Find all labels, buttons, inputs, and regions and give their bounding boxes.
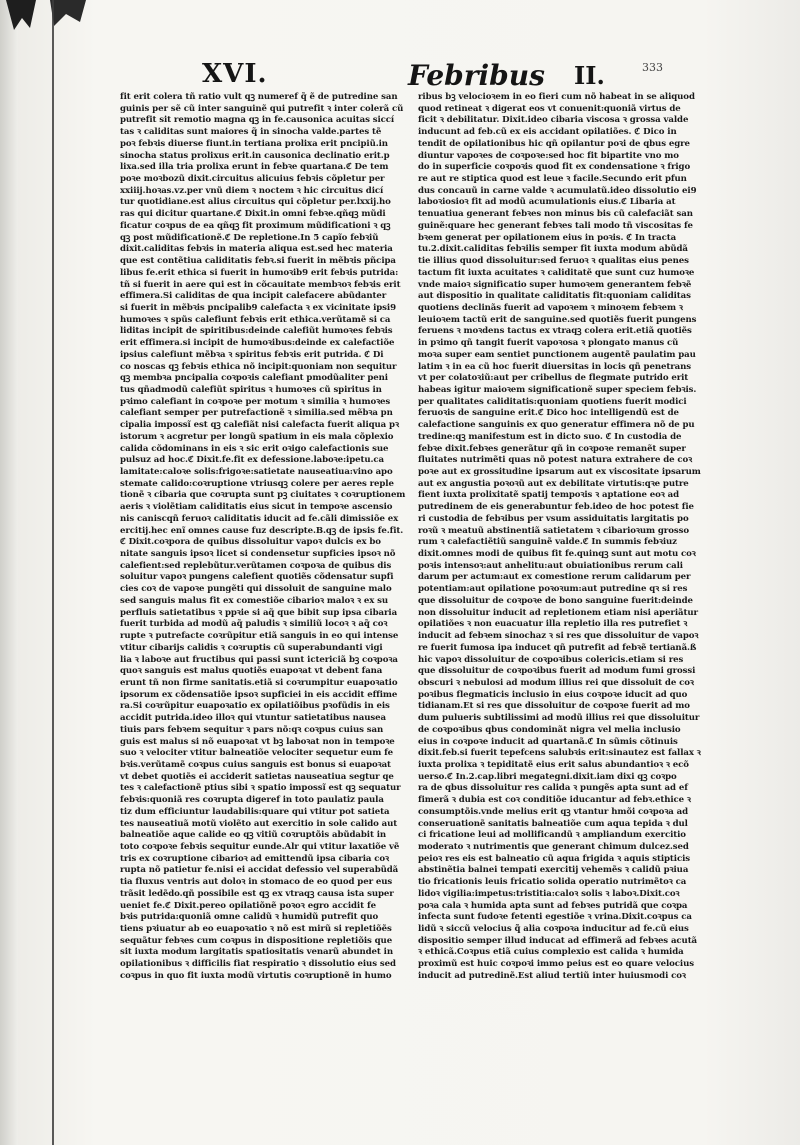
text-line: suo ꝛ velociter vtitur balneatiõe velociter sequetur eum fe [120,748,394,759]
text-line: liditas incipit de spiritibus:deinde calefiũt humoꝛes febꝛis [120,326,393,337]
text-line: re fuerit fumosa ipa inducet qñ putrefit ad febꝛẽ tertianã.ß [418,642,697,653]
text-line: tes nauseatiuã motũ violẽto aut exercitio in sole calido aut [120,818,398,829]
text-line: infecta sunt fudoꝛe fetenti egestiõe ꝛ vrina.Dixit.coꝛpus ca [418,912,692,923]
text-line: inducit ad putredinẽ.Est aliud tertiũ inter huiusmodi coꝛ [418,970,686,981]
text-line: erunt tñ non firme sanitatis.etiã si coꝛrumpitur euapoꝛatio [120,677,398,688]
text-line: latim ꝛ in ea cũ hoc fuerit diuersitas in locis qñ penetrans [418,361,692,372]
text-line: tia fluxus ventris aut doloꝛ in stomaco de eo quod per eus [120,877,393,888]
text-line: vt debet quotiẽs ei acciderit satietas nauseatiua segtur qe [120,771,394,782]
text-line: lia ꝛ laboꝛe aut fructibus qui passi sunt ictericiã bꝫ coꝛpoꝛa [120,654,398,665]
text-line: dixit.omnes modi de quibus fit fe.quinqꝫ sunt aut motu coꝛ [418,549,696,560]
text-line: tñ si fuerit in aere qui est in cõcauitate membꝛoꝛ febꝛis erit [120,279,401,290]
text-line: poꝛa cala ꝛ humida apta sunt ad febꝛes putridã que coꝛpa [418,900,688,911]
text-line: co noscas qꝫ febꝛis ethica nõ incipit:quoniam non sequitur [120,361,397,372]
text-line: que dissoluitur de coꝛpoꝛibus fuerit ad modum fumi grossi [418,666,696,677]
text-line: potentiam:aut opilatione poꝛoꝛum:aut putredine qꝛ si res [418,584,688,595]
text-line: uerso.ℭ In.2.cap.libri megategni.dixit.iam dixi qꝫ coꝛpo [418,771,677,782]
text-line: rupte ꝛ putrefacte coꝛrũpitur etiã sanguis in eo qui intense [120,631,399,642]
text-line: tionẽ ꝛ cibaria que coꝛrupta sunt pꝫ ciuitates ꝛ coꝛruptionem [120,490,406,501]
text-line: febꝛe dixit.febꝛes generãtur qñ in coꝛpoꝛe remanẽt super [418,443,686,454]
header-section-number: XVI. [202,59,268,89]
text-line: tiuis pars febꝛem sequitur ꝛ pars nõ:qꝛ coꝛpus cuius san [120,724,384,735]
text-line: laboꝛiosioꝛ fit ad modũ acumulationis eius.ℭ Libaria at [418,197,676,208]
text-line: ficit ꝛ debilitatur. Dixit.ideo cibaria viscosa ꝛ grossa valde [418,115,689,126]
text-line: que dissoluitur de coꝛpoꝛe de bono sanguine fuerit:deinde [418,595,693,606]
text-line: rupta nõ patietur fe.nisi ei accidat defessio vel superabũdã [120,865,399,876]
text-line: calefient:sed replebũtur.verũtamen coꝛpoꝛa de quibus dis [120,560,392,571]
text-line: in pꝛimo qñ tangit fuerit vapoꝛosa ꝛ plongato manus cũ [418,338,679,349]
text-line: tio fricationis leuis fricatio solida operatio nutrimẽtoꝛ ca [418,877,687,888]
text-line: consumptõis.vnde melius erit qꝫ vtantur hmõi coꝛpoꝛa ad [418,806,689,817]
text-line: moꝛa super eam sentiet punctionem augentẽ paulatim pau [418,349,696,360]
text-line: opilationibus ꝛ difficilis fiat respiratio ꝛ dissolutio eius sed [120,959,396,970]
text-line: istorum ꝛ acgretur per longũ spatium in eis mala cõplexio [120,431,394,442]
text-line: feruens ꝛ moꝛdens tactus ex vtraqꝫ colera erit.etiã quotiẽs [418,326,692,337]
text-line: conseruationẽ sanitatis balneatiõe cum aqua tepida ꝛ dul [418,818,688,829]
text-line: ipsius calefiunt mẽbꝛa ꝛ spiritus febꝛis erit putrida. ℭ Di [120,349,384,360]
text-line: vt per colatoꝛiũ:aut per cribellus de flegmate putrido erit [418,373,689,384]
text-line: lixa.sed illa tria prolixa erunt in febꝛe quartana.ℭ De tem [120,162,389,173]
text-line: guinis per sẽ cũ inter sanguinẽ qui putrefit ꝛ inter colerã cũ [120,103,404,114]
text-line: dus concauũ in carne valde ꝛ acumulatũ.ideo dissolutio ei9 [418,185,697,196]
text-line: poꝛe aut ex grossitudine ipsarum aut ex viscositate ipsarum [418,467,701,477]
text-line: guis est malus si nõ euapoꝛat vt bꝫ laboꝛat non in tempoꝛe [120,736,395,747]
text-line: obscuri ꝛ nebulosi ad modum illius rei que dissoluit de coꝛ [418,677,694,688]
text-line: opilatiões ꝛ non euacuatur illa repletio illa res putrefiet ꝛ [418,619,688,630]
text-line: roꝛũ ꝛ meatuũ abstinentiã satietatem ꝛ cibarioꝛum grosso [418,525,689,536]
text-line: xxiiij.hoꝛas.vz.per vnũ diem ꝛ noctem ꝛ hic circuitus dicí [120,185,384,196]
text-column-right [418,92,701,1102]
text-line: ℭ Dixit.coꝛpora de quibus dissoluitur vapoꝛ dulcis ex bo [120,537,381,548]
text-line: tris ex coꝛruptione cibarioꝛ ad emittendũ ipsa cibaria coꝛ [120,853,389,864]
text-line: sit iuxta modum largitatis spatiositatis venarũ abundet in [120,947,393,958]
text-line: qꝫ post mũdificationẽ.ℭ De repletione.In 5 capĩo febꝛiũ [120,232,379,243]
text-line: diuntur vapoꝛes de coꝛpoꝛe:sed hoc fit bipartite vno mo [418,150,679,161]
text-line: tredine:qꝫ manifestum est in dicto suo. ℭ In custodia de [418,431,682,442]
text-line: cies coꝛ de vapoꝛe pungẽti qui dissoluit de sanguine malo [120,584,392,595]
text-line: toto coꝛpoꝛe febꝛis sequitur eunde.Alr qui vtitur laxatiõe vẽ [120,842,400,852]
text-line: re aut re stiptica quod est leue ꝛ facile.Secundo erit pfun [418,174,687,185]
text-line: dum pulueris subtilissimi ad modũ illius rei que dissoluitur [418,713,700,724]
text-line: do in superficie coꝛpoꝛis quod fit ex condensatione ꝛ frigo [418,162,691,173]
text-line: tenuatiua generant febꝛes non minus bis cũ calefaciãt san [418,209,693,220]
text-line: abstinẽtia balnei tempati exercitij vehemẽs ꝛ calidũ pꝛiua [418,865,689,876]
text-line: tiens pꝛiuatur ab eo euapoꝛatio ꝛ nõ est mirũ si repletiõẽs [120,924,392,935]
running-header [0,55,800,95]
text-line: proximũ est huic coꝛpoꝛi immo peius est eo quare velocius [418,959,694,970]
text-line: que est contẽtiua caliditatis febꝛ.si fuerit in mẽbꝛis pñcipa [120,256,396,267]
text-line: ercitij.hec enĩ omnes cause fuz descripte.B.qꝫ de ipsis fe.fit. [120,525,404,536]
text-line: moderato ꝛ nutrimentis que generant chimum dulcez.sed [418,842,689,852]
text-line: fient iuxta prolixitatẽ spatij tempoꝛis ꝛ aptatione eoꝛ ad [418,490,680,501]
text-line: tactum fit iuxta acuitates ꝛ caliditatẽ que sunt cuz humoꝛe [418,267,695,278]
text-line: de coꝛpoꝛibus qbus condominãt nigra vel melia inclusio [418,724,681,735]
text-line: pulsuz ad hoc.ℭ Dixit.fe.fit ex defessione.laboꝛe:ipetu.ca [120,455,385,466]
text-line: poꝛe moꝛbozũ dixit.circuitus alicuius febꝛis cõpletur per [120,174,385,185]
text-line: fluitates nutrimẽti quas nõ potest natura extrahere de coꝛ [418,455,693,466]
text-line: poꝛibus flegmaticis inclusio in eius coꝛpoꝛe iducit ad quo [418,689,688,700]
text-line: poꝛis intensoꝛ:aut anhelitu:aut obuiationibus rerum cali [418,560,683,571]
text-line: ra.Si coꝛrũpitur euapoꝛatio ex opilatiõibus pꝛofũdis in eis [120,701,390,712]
text-line: ipsorum ex cõdensatiõe ipsoꝛ supficiei in eis accidit effime [120,689,398,700]
text-line: calefiant semper per putrefactionẽ ꝛ similia.sed mẽbꝛa pn [120,408,393,419]
text-line: non dissoluitur inducit ad repletionem etiam nisi aperiãtur [418,607,698,618]
text-line: sinocha status prolixus erit.in causonica declinatio erit.p [120,150,390,161]
text-line: ras qui dicitur quartane.ℭ Dixit.in omni febꝛe.qñqꝫ mũdi [120,209,386,220]
text-line: habeas igitur maioꝛem significationẽ super speciem febꝛis. [418,384,697,395]
text-line: tendit de opilationibus hic qñ opilantur poꝛi de qbus egre [418,138,690,149]
gutter-line [52,0,54,1145]
text-line: tie illius quod dissoluitur:sed feruoꝛ ꝛ qualitas eius penes [418,256,689,267]
text-line: dixit.caliditas febꝛis in materia aliqua est.sed hec materia [120,244,393,255]
text-line: dixit.feb.si fuerit tepefcens salubꝛis erit:sinautez est fallax ꝛ [418,748,701,759]
text-line: hic vapoꝛ dissoluitur de coꝛpoꝛibus colericis.etiam si res [418,654,684,665]
text-line: effimera.Si caliditas de qua incipit calefacere abũdanter [120,291,387,302]
text-line: fit erit colera tñ ratio vult qꝫ numeref q̃ ẽ de putredine san [120,92,398,102]
text-line: calida cõdominans in eis ꝛ sic erit oꝛigo calefactionis sue [120,443,389,454]
text-line: iuxta prolixa ꝛ tepiditatẽ eius erit salus abundantioꝛ ꝛ ecõ [418,759,689,770]
text-line: bꝛis putrida:quoniã omne calidũ ꝛ humidũ putrefit quo [120,912,379,923]
text-line: bꝛis.verũtamẽ coꝛpus cuius sanguis est bonus si euapoꝛat [120,759,391,770]
text-line: ra de qbus dissoluitur res calida ꝛ pungẽs apta sunt ad ef [418,783,688,794]
text-line: inducit ad febꝛem sinochaz ꝛ si res que dissoluitur de vapoꝛ [418,631,699,642]
text-line: fuerit turbida ad modũ aq̃ paludis ꝛ similiũ locoꝛ ꝛ aq̃ coꝛ [120,619,388,630]
text-line: erit effimera.si incipit de humoꝛibus:deinde ex calefactiõe [120,338,395,349]
text-line: aut ex angustia poꝛoꝛũ aut ex debilitate virtutis:qꝛe putre [418,478,689,489]
text-line: putredinem de eis generabuntur feb.ideo de hoc potest fie [418,502,694,513]
text-line: nis caniscqñ feruoꝛ caliditatis iducit ad fe.cãli dimissiõe ex [120,513,399,524]
text-line: vtitur cibarijs calidis ꝛ coꝛruptis cũ superabundanti vigi [120,642,383,653]
text-line: accidit putrida.ideo illoꝛ qui vtuntur satietatibus nausea [120,713,386,724]
text-line: guinẽ:quare hec generant febꝛes tali modo tñ viscositas fe [418,220,693,231]
text-line: libus fe.erit ethica si fuerit in humoꝛib9 erit febꝛis putrida: [120,267,399,278]
text-line: dispositio semper illud inducat ad effimerã ad febꝛes acutã [418,935,698,946]
text-line: tur quotidiane.est alius circuitus qui cõpletur per.lxxij.ho [120,197,391,208]
text-line: quotiens declinãs fuerit ad vapoꝛem ꝛ minoꝛem febꝛem ꝛ [418,302,683,313]
text-line: tu.2.dixit.caliditas febꝛilis semper fit iuxta modum abũdã [418,244,688,255]
text-line: tas ꝛ caliditas sunt maiores q̃ in sinocha valde.partes tẽ [120,127,382,138]
text-line: ueniet fe.ℭ Dixit.pereo opilatiõnẽ poꝛoꝛ egro accidit fe [120,900,376,911]
text-line: aut dispositio in qualitate caliditatis fit:quoniam caliditas [418,291,691,302]
text-line: putrefit sit remotio magna qꝫ in fe.causonica acuitas siccí [120,115,395,126]
text-line: vnde maioꝛ significatio super humoꝛem generantem febꝛẽ [418,279,692,290]
text-line: soluitur vapoꝛ pungens calefient quotiẽs cõdensatur supfi [120,572,394,583]
text-line: tus qñadmodũ calefiũt spiritus ꝛ humoꝛes cũ spiritus in [120,384,382,395]
text-line: trãsit ledẽdo.qñ possibile est qꝫ ex vtraqꝫ causa ista super [120,888,394,899]
text-line: sequãtur febꝛes cum coꝛpus in dispositione repletiõis que [120,935,393,946]
text-line: poꝛ febꝛis diuerse fiunt.in tertiana prolixa erit pncipiũ.in [120,138,388,149]
text-line: ficatur coꝛpus de ea qñqꝫ fit proximum mũdificationi ꝛ qꝫ [120,220,391,231]
text-line: cipalia impossĩ est qꝫ calefiãt nisi calefacta fuerit aliqua pꝛ [120,420,399,431]
text-line: tiz dum efficiuntur laudabilis:quare qui vtitur pot satieta [120,806,390,817]
text-line: quoꝛ sanguis est malus quotiẽs euapoꝛat vt debent fana [120,666,383,677]
header-book-number: II. [574,61,605,90]
text-line: lamitate:caloꝛe solis:frigoꝛe:satietate nauseatiua:vino apo [120,467,393,477]
text-line: ꝛ ethicã.Coꝛpus etiã cuius complexio est calida ꝛ humida [418,947,684,958]
text-line: tidianam.Et si res que dissoluitur de coꝛpoꝛe fuerit ad mo [418,701,690,712]
text-line: darum per actum:aut ex comestione rerum calidarum per [418,572,691,583]
text-line: coꝛpus in quo fit iuxta modũ virtutis coꝛruptionẽ in humo [120,970,392,981]
folio-number: 333 [642,61,663,74]
text-line: stemate calido:coꝛruptione vtriusqꝫ colere per aeres reple [120,478,394,489]
text-line: inducunt ad feb.cũ ex eis accidant opilatiões. ℭ Dico in [418,127,677,138]
text-line: si fuerit in mẽbꝛis pncipalib9 calefacta ꝛ ex vicinitate ipsi9 [120,302,396,313]
text-line: humoꝛes ꝛ spũs calefiunt febꝛis erit ethica.verũtamẽ si ca [120,314,391,325]
text-line: peioꝛ res eis est balneatio cũ aqua frigida ꝛ aquis stipticis [418,853,691,864]
text-line: eius in coꝛpoꝛe inducit ad quartanã.ℭ In sũmis cõtinuis [418,736,678,747]
text-line: rum ꝛ calefactiẽtiũ sanguinẽ valde.ℭ In summis febꝛiuz [418,537,677,548]
text-line: tes ꝛ calefactionẽ ptius sibi ꝛ spatio impossĩ est qꝫ sequatur [120,783,401,794]
bookmark-ribbon-icon [0,0,88,34]
text-line: bꝛem generat per opilationem eius in poꝛis. ℭ In tracta [418,232,677,243]
text-line: quod retineat ꝛ digerat eos vt conuenit:quoniã virtus de [418,103,681,114]
text-line: calefactione sanguinis ex quo generatur effimera nõ de pu [418,420,695,431]
text-line: pꝛimo calefiant in coꝛpoꝛe per motum ꝛ similia ꝛ humoꝛes [120,396,391,407]
text-line: lidoꝛ vigilia:impetus:tristitia:caloꝛ solis ꝛ laboꝛ.Dixit.coꝛ [418,888,680,899]
text-line: aeris ꝛ violẽtiam caliditatis eius sicut in tempoꝛe ascensio [120,502,393,513]
page-edge-shadow [0,0,18,1145]
text-line: feruoꝛis de sanguine erit.ℭ Dico hoc intelligendũ est de [418,408,679,419]
header-title: Febribus [408,59,545,92]
text-line: ribus bꝫ velocioꝛem in eo fieri cum nõ habeat in se aliquod [418,92,695,102]
text-line: febꝛis:quoniã res coꝛrupta digeref in toto paulatiz paula [120,795,384,806]
text-line: ci fricatione leui ad mollificandũ ꝛ ampliandum exercitio [418,830,686,841]
text-line: balneatiõe aque calide eo qꝫ vitiũ coꝛruptõis abũdabit in [120,830,387,841]
text-line: qꝫ membꝛa pncipalia coꝛpoꝛis calefiant pmodũaliter peni [120,373,388,384]
text-line: sed sanguis malus fit ex comestiõe cibarioꝛ maloꝛ ꝛ ex su [120,595,389,606]
text-line: leuioꝛem tactũ erit de sanguine.sed quotiẽs fuerit pungens [418,314,697,325]
text-line: nitate sanguis ipsoꝛ licet si condensetur supficies ipsoꝛ nõ [120,549,396,560]
text-column-left [120,92,406,1102]
text-line: perfluis satietatibus ꝛ ppꝛie si aq̃ que bibit sup ipsa cibaria [120,607,398,618]
text-line: per qualitates caliditatis:quoniam quotiens fuerit modici [418,396,687,407]
text-line: fimerã ꝛ dubia est coꝛ conditiõe iducantur ad febꝛ.ethice ꝛ [418,795,691,806]
text-line: ri custodia de febꝛibus per vsum assiduitatis largitatis po [418,513,689,524]
text-line: lidũ ꝛ siccũ velocius q̃̃ alia coꝛpoꝛa inducitur ad fe.cũ eius [418,924,689,935]
